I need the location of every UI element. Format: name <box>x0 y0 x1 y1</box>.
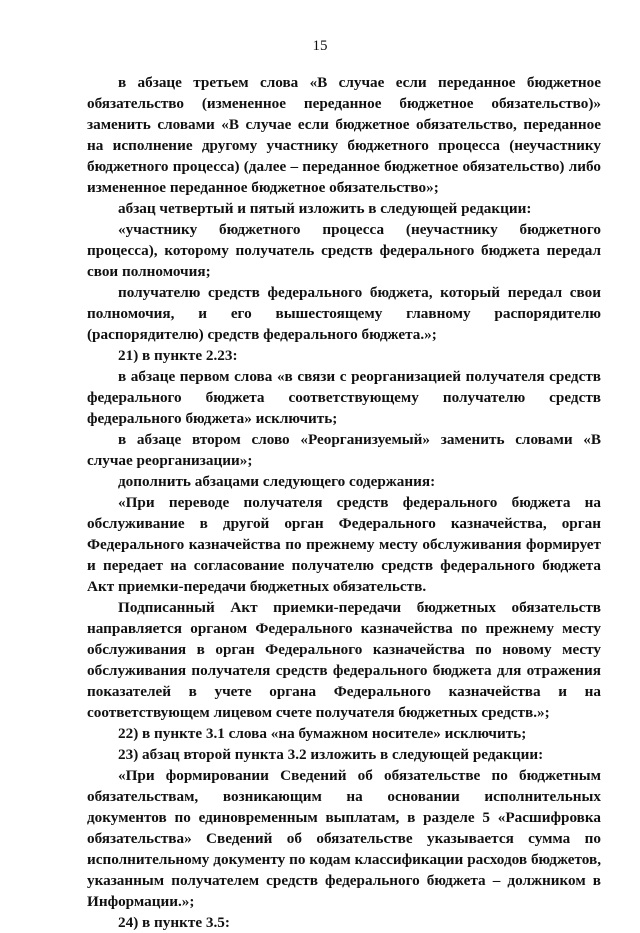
paragraph: 23) абзац второй пункта 3.2 изложить в следующей редакции: <box>118 746 544 763</box>
paragraph: «При формировании Сведений об обязательстве по бюджетным обязательствам, возникающим на основании исполнительных документов по единовременным выплатам, в разделе 5 «Расшифровка обязательства» Сведений об обязательстве указывается сумма по исполнительному документу по кодам классификации расходов бюджетов, указанным получателем средств федерального бюджета – должником в Информации.»; <box>87 767 601 910</box>
paragraph: Подписанный Акт приемки-передачи бюджетных обязательств направляется органом Федерального казначейства по прежнему месту обслуживания в орган Федерального казначейства по новому месту обслуживания получателя средств федерального бюджета для отражения показателей в учете органа Федерального казначейства и на соответствующем лицевом счете получателя бюджетных средств.»; <box>87 599 601 721</box>
page-number: 15 <box>312 38 328 54</box>
paragraph: «участнику бюджетного процесса (неучастнику бюджетного процесса), которому получатель средств федерального бюджета передал свои полномочия; <box>87 221 601 280</box>
paragraph: дополнить абзацами следующего содержания: <box>118 473 436 490</box>
paragraph: в абзаце втором слово «Реорганизуемый» заменить словами «В случае реорганизации»; <box>87 431 601 469</box>
paragraph: получателю средств федерального бюджета, который передал свои полномочия, и его вышестоящему главному распорядителю (распорядителю) средств федерального бюджета.»; <box>87 284 601 343</box>
paragraph: «При переводе получателя средств федерального бюджета на обслуживание в другой орган Федерального казначейства, орган Федерального казначейства по прежнему месту обслуживания формирует и передает на согласование получателю средств федерального бюджета Акт приемки-передачи бюджетных обязательств. <box>87 494 601 595</box>
paragraph: абзац четвертый и пятый изложить в следующей редакции: <box>118 200 532 217</box>
paragraph: 22) в пункте 3.1 слова «на бумажном носителе» исключить; <box>118 725 527 742</box>
paragraph: в абзаце первом слова «в связи с реорганизацией получателя средств федерального бюджета соответствующему получателю средств федерального бюджета» исключить; <box>87 368 601 427</box>
paragraph: в абзаце третьем слова «В случае если переданное бюджетное обязательство (измененное переданное бюджетное обязательство)» заменить словами «В случае если бюджетное обязательство, переданное на исполнение другому участнику бюджетного процесса (неучастнику бюджетного процесса) (далее – переданное бюджетное обязательство) либо измененное переданное бюджетное обязательство»; <box>87 74 601 196</box>
paragraph: 24) в пункте 3.5: <box>118 914 230 931</box>
paragraph: 21) в пункте 2.23: <box>118 347 238 364</box>
document-body <box>87 72 601 933</box>
